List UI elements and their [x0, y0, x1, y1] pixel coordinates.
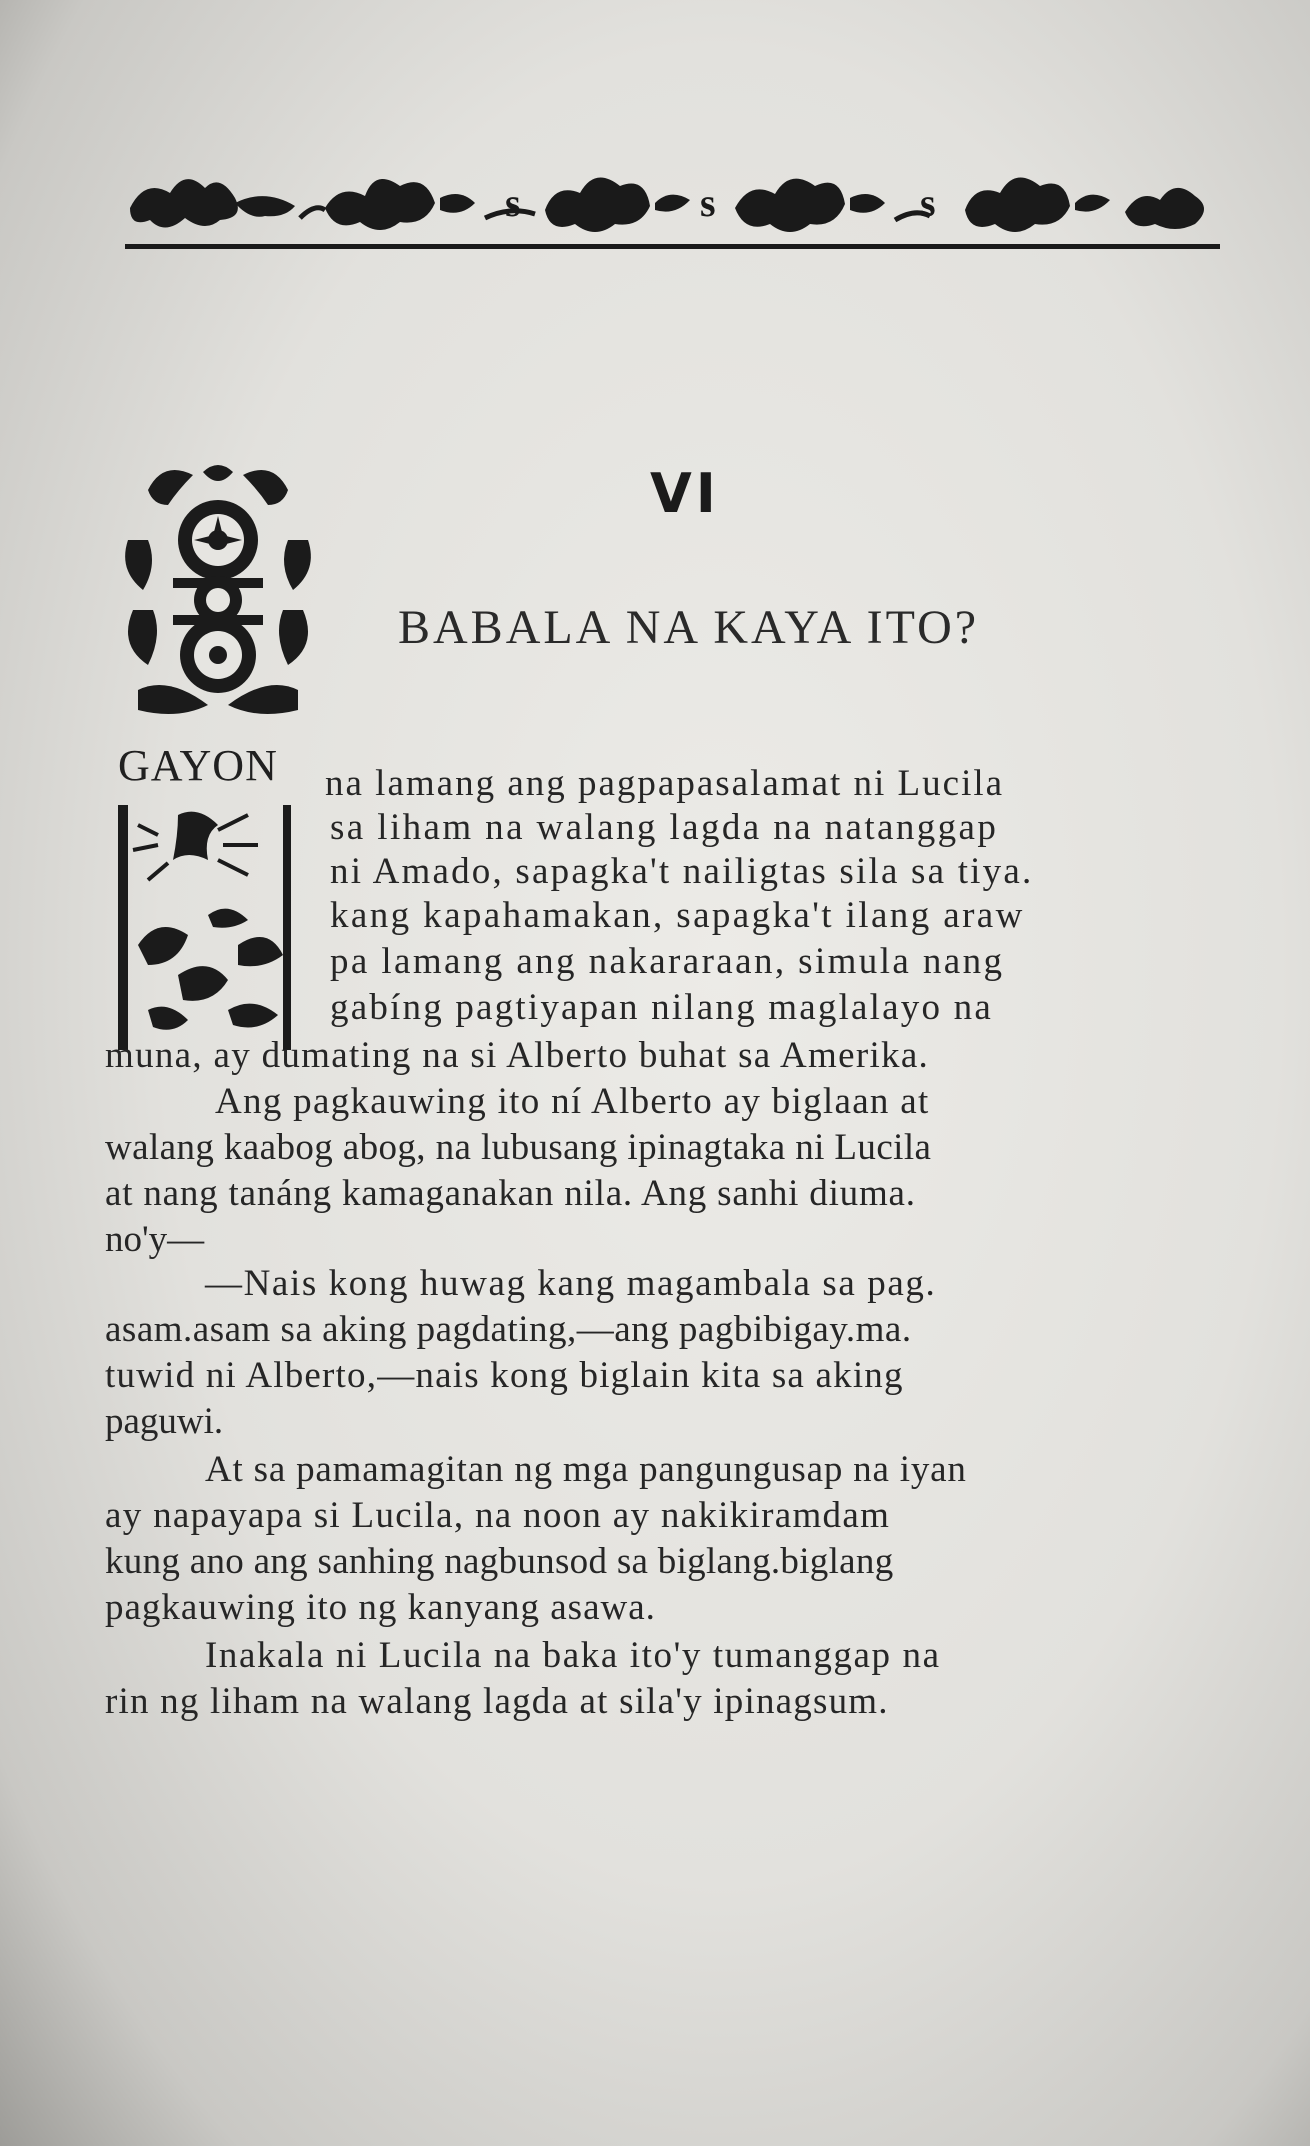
drop-cap-word: GAYON	[118, 741, 278, 790]
svg-text:s: s	[700, 180, 716, 225]
text-line: —Nais kong huwag kang magambala sa pag.	[205, 1263, 937, 1304]
text-line: kung ano ang sanhing nagbunsod sa biglang.biglang	[105, 1541, 894, 1582]
text-line: at nang tanáng kamaganakan nila. Ang sanhi diuma.	[105, 1173, 916, 1214]
text-line: sa liham na walang lagda na natanggap	[330, 807, 999, 848]
text-line: kang kapahamakan, sapagka't ilang araw	[330, 895, 1025, 936]
text-line: Inakala ni Lucila na baka ito'y tumanggap na	[205, 1635, 941, 1676]
text-line: ni Amado, sapagka't nailigtas sila sa tiya.	[330, 851, 1034, 892]
chapter-title: BABALA NA KAYA ITO?	[398, 601, 980, 654]
text-line: no'y—	[105, 1219, 205, 1260]
svg-text:s: s	[920, 180, 936, 225]
text-line: At sa pamamagitan ng mga pangungusap na iyan	[205, 1449, 967, 1490]
text-line: ay napayapa si Lucila, na noon ay nakikiramdam	[105, 1495, 891, 1536]
text-line: asam.asam sa aking pagdating,—ang pagbibigay.ma.	[105, 1309, 912, 1350]
text-line: muna, ay dumating na si Alberto buhat sa Amerika.	[105, 1035, 930, 1076]
svg-text:s: s	[505, 180, 521, 225]
text-line: rin ng liham na walang lagda at sila'y ipinagsum.	[105, 1681, 889, 1722]
body-text	[105, 0, 1215, 2146]
text-line: walang kaabog abog, na lubusang ipinagtaka ni Lucila	[105, 1127, 932, 1168]
text-line: pa lamang ang nakararaan, simula nang	[330, 941, 1005, 982]
text-line: tuwid ni Alberto,—nais kong biglain kita sa aking	[105, 1355, 904, 1396]
chapter-numeral: VI	[650, 462, 720, 525]
text-line: Ang pagkauwing ito ní Alberto ay biglaan at	[215, 1081, 930, 1122]
text-line: gabíng pagtiyapan nilang maglalayo na	[330, 987, 993, 1028]
text-line: paguwi.	[105, 1401, 224, 1442]
text-line: na lamang ang pagpapasalamat ni Lucila	[325, 763, 1005, 804]
text-line: pagkauwing ito ng kanyang asawa.	[105, 1587, 656, 1628]
